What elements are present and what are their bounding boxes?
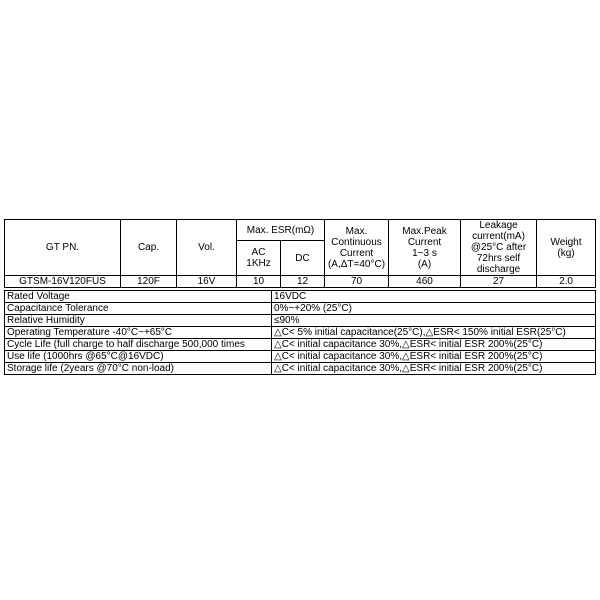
header-max-continuous-current: Max. Continuous Current (A,ΔT=40°C) <box>325 220 389 276</box>
property-row <box>5 351 596 363</box>
header-part-number: GT PN. <box>5 220 121 276</box>
table-row <box>5 276 596 288</box>
property-row <box>5 363 596 375</box>
property-row <box>5 303 596 315</box>
property-label: Rated Voltage <box>5 291 272 303</box>
property-label: Capacitance Tolerance <box>5 303 272 315</box>
property-value: △C< initial capacitance 30%,△ESR< initial ESR 200%(25°C) <box>272 351 596 363</box>
property-row <box>5 291 596 303</box>
property-row <box>5 327 596 339</box>
property-label: Use life (1000hrs @65°C@16VDC) <box>5 351 272 363</box>
cell-voltage: 16V <box>177 276 237 288</box>
property-label: Operating Temperature -40°C~+65°C <box>5 327 272 339</box>
property-row <box>5 315 596 327</box>
cell-esr-ac: 10 <box>237 276 281 288</box>
property-row <box>5 339 596 351</box>
property-label: Relative Humidity <box>5 315 272 327</box>
property-value: 0%~+20% (25°C) <box>272 303 596 315</box>
property-value: ≤90% <box>272 315 596 327</box>
cell-esr-dc: 12 <box>281 276 325 288</box>
cell-leakage-current: 27 <box>461 276 537 288</box>
header-max-peak-current: Max.Peak Current 1~3 s (A) <box>389 220 461 276</box>
header-esr-ac: AC 1KHz <box>237 241 281 276</box>
header-capacitance: Cap. <box>121 220 177 276</box>
header-weight: Weight (kg) <box>537 220 596 276</box>
header-esr-dc: DC <box>281 241 325 276</box>
property-label: Storage life (2years @70°C non-load) <box>5 363 272 375</box>
property-label: Cycle Life (full charge to half discharge 500,000 times <box>5 339 272 351</box>
spec-table <box>4 219 596 288</box>
cell-weight: 2.0 <box>537 276 596 288</box>
cell-max-continuous-current: 70 <box>325 276 389 288</box>
properties-table <box>4 290 596 375</box>
header-voltage: Vol. <box>177 220 237 276</box>
spec-sheet <box>4 219 595 375</box>
header-max-esr: Max. ESR(mΩ) <box>237 220 325 241</box>
property-value: △C< initial capacitance 30%,△ESR< initial ESR 200%(25°C) <box>272 339 596 351</box>
property-value: △C< 5% initial capacitance(25°C),△ESR< 150% initial ESR(25°C) <box>272 327 596 339</box>
cell-capacitance: 120F <box>121 276 177 288</box>
property-value: 16VDC <box>272 291 596 303</box>
header-leakage-current: Leakage current(mA) @25°C after 72hrs self discharge <box>461 220 537 276</box>
property-value: △C< initial capacitance 30%,△ESR< initial ESR 200%(25°C) <box>272 363 596 375</box>
cell-max-peak-current: 460 <box>389 276 461 288</box>
cell-part-number: GTSM-16V120FUS <box>5 276 121 288</box>
